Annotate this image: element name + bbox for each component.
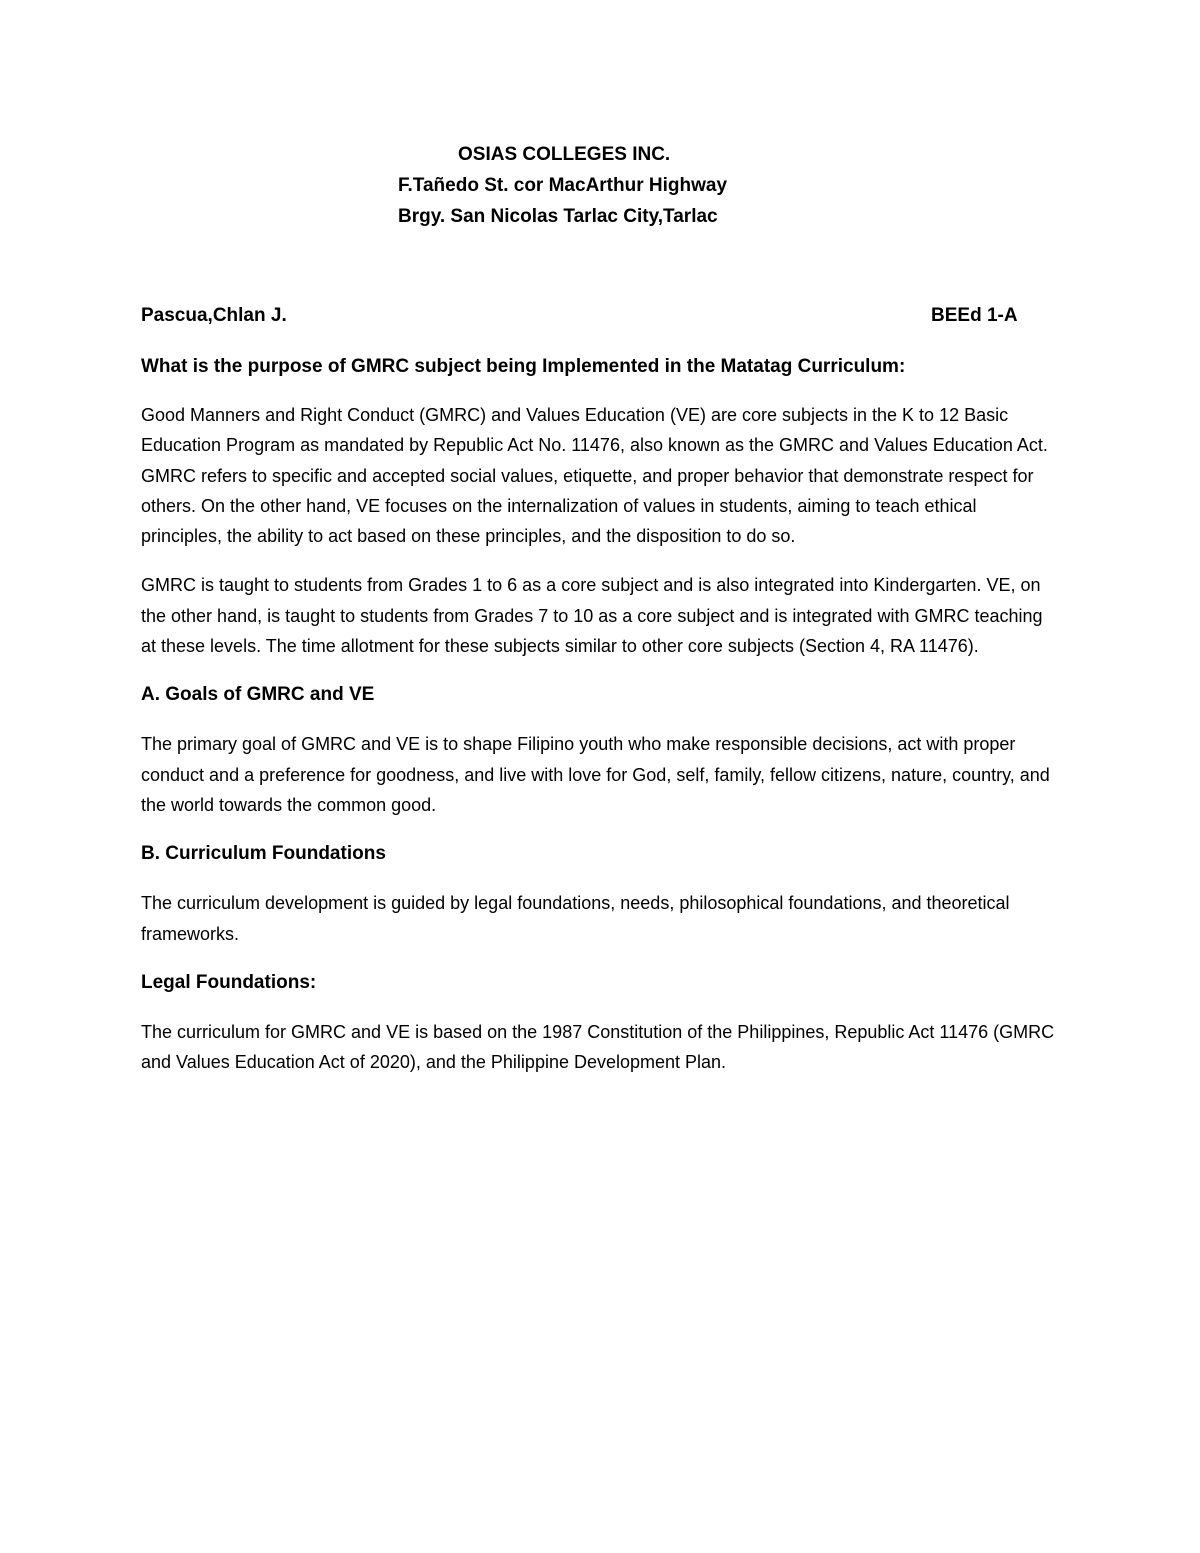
institution-name: OSIAS COLLEGES INC.: [458, 144, 671, 165]
section-paragraph-legal-foundations: The curriculum for GMRC and VE is based on the 1987 Constitution of the Philippines, Republic Act 11476 (GMRC and Values Education Act of 2020), and the Philippine Development Plan.: [141, 1021, 1055, 1073]
question-heading: What is the purpose of GMRC subject being Implemented in the Matatag Curriculum:: [141, 356, 906, 377]
institution-locality: Brgy. San Nicolas Tarlac City,Tarlac: [398, 206, 718, 227]
section-paragraph-goals: The primary goal of GMRC and VE is to shape Filipino youth who make responsible decisions, act with proper conduct and a preference for goodness, and live with love for God, self, family, fellow citizens, nature, country, and the world towards the common good.: [141, 734, 1050, 815]
intro-paragraph: Good Manners and Right Conduct (GMRC) and Values Education (VE) are core subjects in the K to 12 Basic Education Program as mandated by Republic Act No. 11476, also known as the GMRC and Values Education Act. GMRC refers to specific and accepted social values, etiquette, and proper behavior that demonstrate respect for others. On the other hand, VE focuses on the internalization of values in students, aiming to teach ethical principles, the ability to act based on these principles, and the disposition to do so.: [141, 405, 1048, 547]
section-heading-goals: A. Goals of GMRC and VE: [141, 684, 375, 706]
student-info-row: [141, 302, 1021, 330]
section-heading-legal-foundations: Legal Foundations:: [141, 971, 317, 993]
intro-paragraph: GMRC is taught to students from Grades 1 to 6 as a core subject and is also integrated into Kindergarten. VE, on the other hand, is taught to students from Grades 7 to 10 as a core subject and is integrated with GMRC teaching at these levels. The time allotment for these subjects similar to other core subjects (Section 4, RA 11476).: [141, 575, 1043, 657]
section-paragraph-curriculum-foundations: The curriculum development is guided by legal foundations, needs, philosophical foundations, and theoretical frameworks.: [141, 893, 1010, 944]
student-name: Pascua,Chlan J.: [141, 305, 287, 326]
student-program: BEEd 1-A: [931, 305, 1018, 326]
document-body: [141, 352, 1061, 1096]
section-heading-curriculum-foundations: B. Curriculum Foundations: [141, 843, 386, 865]
institution-street: F.Tañedo St. cor MacArthur Highway: [398, 175, 728, 196]
